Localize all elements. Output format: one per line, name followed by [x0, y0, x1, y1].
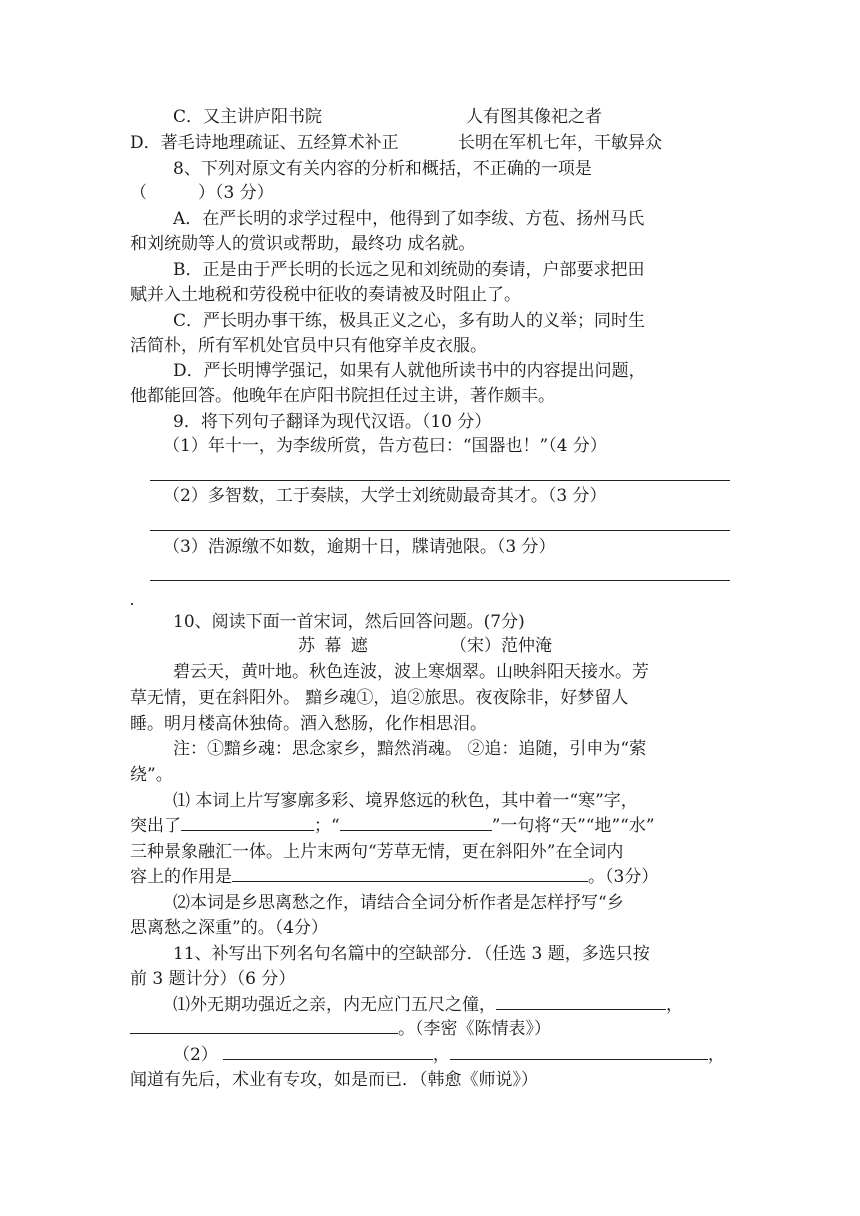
q10-part1-text-b: ；“	[314, 816, 340, 836]
q10-part1-text-a: 突出了	[130, 816, 181, 836]
q11-item1-line2	[130, 1017, 551, 1041]
q9-sentence-3: （3）浩源缴不如数，逾期十日，牒请弛限。（3 分）	[163, 537, 556, 557]
q8-option-c-line2: 活简朴，所有军机处官员中只有他穿羊皮衣服。	[130, 336, 487, 356]
q7-option-d-right: 长明在军机七年，干敏异众	[458, 133, 662, 153]
q8-option-c-line1: C．严长明办事干练，极具正义之心，多有助人的义举；同时生	[173, 311, 646, 331]
poem-note-line-2: 绕”。	[130, 765, 173, 785]
q8-answer-paren: （ ）（3 分）	[130, 183, 274, 203]
poem-line-1: 碧云天，黄叶地。秋色连波，波上寒烟翠。山映斜阳天接水。芳	[173, 662, 649, 682]
q11-item1-comma: ，	[666, 995, 683, 1015]
q8-option-d-line1: D．严长明博学强记，如果有人就他所读书中的内容提出问题，	[173, 361, 646, 381]
q11-stem-line1: 11、补写出下列名句名篇中的空缺部分．（任选 3 题，多选只按	[173, 944, 650, 964]
q8-option-a-line2: 和刘统勋等人的赏识或帮助，最终功 成名就。	[130, 234, 476, 254]
q9-sentence-2: （2）多智数，工于奏牍，大学士刘统勋最奇其才。（3 分）	[163, 486, 607, 506]
q11-blank-2[interactable]	[130, 1017, 398, 1034]
q10-part1-line3: 三种景象融汇一体。上片末两句“芳草无情，更在斜阳外”在全词内	[130, 842, 624, 862]
q10-stem: 10、阅读下面一首宋词，然后回答问题。(7分)	[173, 612, 525, 632]
q8-option-a-line1: A．在严长明的求学过程中，他得到了如李绂、方苞、扬州马氏	[173, 209, 645, 229]
q11-item1-source: 。（李密《陈情表》）	[398, 1019, 551, 1039]
q10-part1-text-e: 。（3分）	[588, 867, 659, 887]
q9-answer-line-1	[150, 480, 730, 481]
q11-item1-line1	[173, 993, 683, 1017]
q7-option-d: D．著毛诗地理疏证、五经算术补正	[130, 133, 399, 153]
q9-stem: 9．将下列句子翻译为现代汉语。（10 分）	[173, 412, 492, 432]
q10-blank-3[interactable]	[232, 865, 588, 882]
q8-option-d-line2: 他都能回答。他晚年在庐阳书院担任过主讲，著作颇丰。	[130, 386, 555, 406]
q7-option-c-right: 人有图其像祀之者	[466, 107, 602, 127]
poem-author: （宋）范仲淹	[450, 636, 552, 656]
q9-answer-line-2	[150, 530, 730, 531]
q10-blank-1[interactable]	[181, 814, 314, 831]
q10-part1-line4	[130, 865, 658, 889]
stray-mark	[131, 603, 133, 605]
q10-part2-line2: 思离愁之深重”的。（4分）	[130, 918, 329, 938]
q11-blank-4[interactable]	[450, 1043, 708, 1060]
poem-line-2: 草无情，更在斜阳外。 黯乡魂①，追②旅思。夜夜除非，好梦留人	[130, 688, 629, 708]
q10-part1-text-d: 容上的作用是	[130, 867, 232, 887]
q8-option-b-line1: B．正是由于严长明的长远之见和刘统勋的奏请，户部要求把田	[173, 260, 645, 280]
q11-item2-comma-1: ，	[432, 1045, 450, 1065]
q11-item2-line2: 闻道有先后，术业有专攻，如是而已．（韩愈《师说》）	[130, 1070, 538, 1090]
q10-part1-line2	[130, 814, 655, 838]
q11-blank-3[interactable]	[223, 1043, 433, 1060]
q11-item2-comma-2: ，	[707, 1045, 725, 1065]
q10-blank-2[interactable]	[340, 814, 492, 831]
q8-stem: 8、下列对原文有关内容的分析和概括，不正确的一项是	[173, 159, 592, 179]
q11-item1-text: ⑴外无期功强近之亲，内无应门五尺之僮，	[173, 995, 496, 1015]
q9-sentence-1: （1）年十一，为李绂所赏，告方苞曰：“国器也！”（4 分）	[163, 436, 607, 456]
q9-answer-line-3	[150, 580, 730, 581]
q11-item2-number: （2）	[173, 1045, 218, 1065]
q10-part2-line1: ⑵本词是乡思离愁之作，请结合全词分析作者是怎样抒写“乡	[173, 893, 624, 913]
q11-stem-line2: 前 3 题计分）（6 分）	[130, 969, 296, 989]
q10-part1-text-c: ”一句将“天”“地”“水”	[491, 816, 655, 836]
poem-line-3: 睡。明月楼高休独倚。酒入愁肠，化作相思泪。	[130, 714, 487, 734]
q11-item2-line1	[173, 1043, 725, 1067]
poem-title: 苏 幕 遮	[298, 636, 370, 656]
q10-part1-line1: ⑴ 本词上片写寥廓多彩、境界悠远的秋色，其中着一“寒”字，	[173, 791, 638, 811]
poem-note-line-1: 注：①黯乡魂：思念家乡，黯然消魂。 ②追：追随，引申为“萦	[173, 739, 647, 759]
q8-option-b-line2: 赋并入土地税和劳役税中征收的奏请被及时阻止了。	[130, 285, 521, 305]
q7-option-c: C．又主讲庐阳书院	[173, 107, 323, 127]
q11-blank-1[interactable]	[496, 993, 666, 1010]
